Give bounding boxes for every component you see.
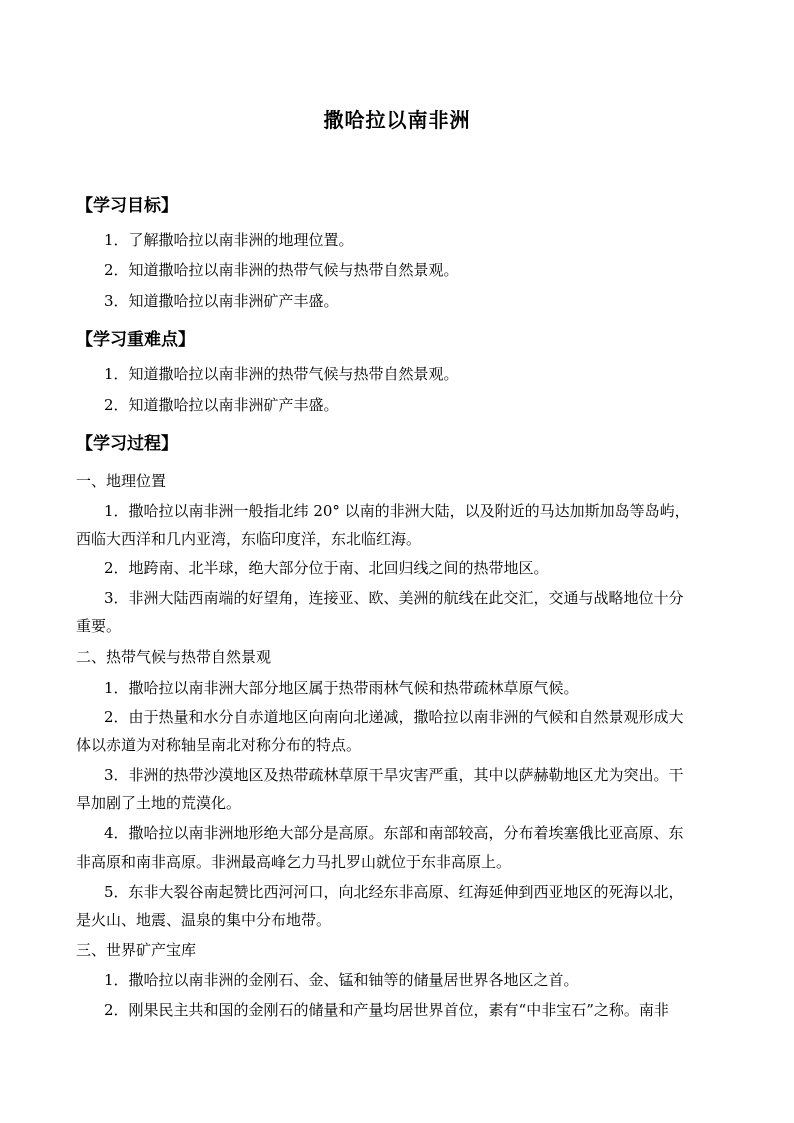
paragraph-line: 1．撒哈拉以南非洲一般指北纬 20° 以南的非洲大陆，以及附近的马达加斯加岛等岛屿， <box>104 502 690 520</box>
key-point-item: 2．知道撒哈拉以南非洲矿产丰盛。 <box>104 396 339 414</box>
paragraph-line: 1．撒哈拉以南非洲大部分地区属于热带雨林气候和热带疏林草原气候。 <box>104 679 579 697</box>
paragraph-line: 3．非洲的热带沙漠地区及热带疏林草原干旱灾害严重，其中以萨赫勒地区尤为突出。干 <box>104 766 684 784</box>
paragraph-line: 3．非洲大陆西南端的好望角，连接亚、欧、美洲的航线在此交汇，交通与战略地位十分 <box>104 589 684 607</box>
paragraph-line: 2．地跨南、北半球，绝大部分位于南、北回归线之间的热带地区。 <box>104 559 549 577</box>
paragraph-line: 体以赤道为对称轴呈南北对称分布的特点。 <box>76 736 362 754</box>
section-title: 三、世界矿产宝库 <box>76 941 197 959</box>
key-point-item: 1．知道撒哈拉以南非洲的热带气候与热带自然景观。 <box>104 365 459 383</box>
goal-item: 1．了解撒哈拉以南非洲的地理位置。 <box>104 231 354 249</box>
key-points-heading: 【学习重难点】 <box>76 330 195 350</box>
paragraph-line: 1．撒哈拉以南非洲的金刚石、金、锰和铀等的储量居世界各地区之首。 <box>104 971 579 989</box>
paragraph-line: 非高原和南非高原。非洲最高峰乞力马扎罗山就位于东非高原上。 <box>76 853 512 871</box>
page-title: 撒哈拉以南非洲 <box>323 108 471 132</box>
goal-item: 2．知道撒哈拉以南非洲的热带气候与热带自然景观。 <box>104 261 459 279</box>
paragraph-line: 西临大西洋和几内亚湾，东临印度洋，东北临红海。 <box>76 530 422 548</box>
section-title: 一、地理位置 <box>76 472 167 490</box>
paragraph-line: 4．撒哈拉以南非洲地形绝大部分是高原。东部和南部较高，分布着埃塞俄比亚高原、东 <box>104 824 684 842</box>
paragraph-line: 2．刚果民主共和国的金刚石的储量和产量均居世界首位，素有“中非宝石”之称。南非 <box>104 1001 669 1019</box>
paragraph-line: 2．由于热量和水分自赤道地区向南向北递减，撒哈拉以南非洲的气候和自然景观形成大 <box>104 708 684 726</box>
process-heading: 【学习过程】 <box>76 434 178 454</box>
goals-heading: 【学习目标】 <box>76 196 178 216</box>
paragraph-line: 重要。 <box>76 617 122 635</box>
section-title: 二、热带气候与热带自然景观 <box>76 648 272 666</box>
paragraph-line: 5．东非大裂谷南起赞比西河河口，向北经东非高原、红海延伸到西亚地区的死海以北， <box>104 883 684 901</box>
paragraph-line: 是火山、地震、温泉的集中分布地带。 <box>76 911 332 929</box>
goal-item: 3．知道撒哈拉以南非洲矿产丰盛。 <box>104 292 339 310</box>
paragraph-line: 旱加剧了土地的荒漠化。 <box>76 794 242 812</box>
